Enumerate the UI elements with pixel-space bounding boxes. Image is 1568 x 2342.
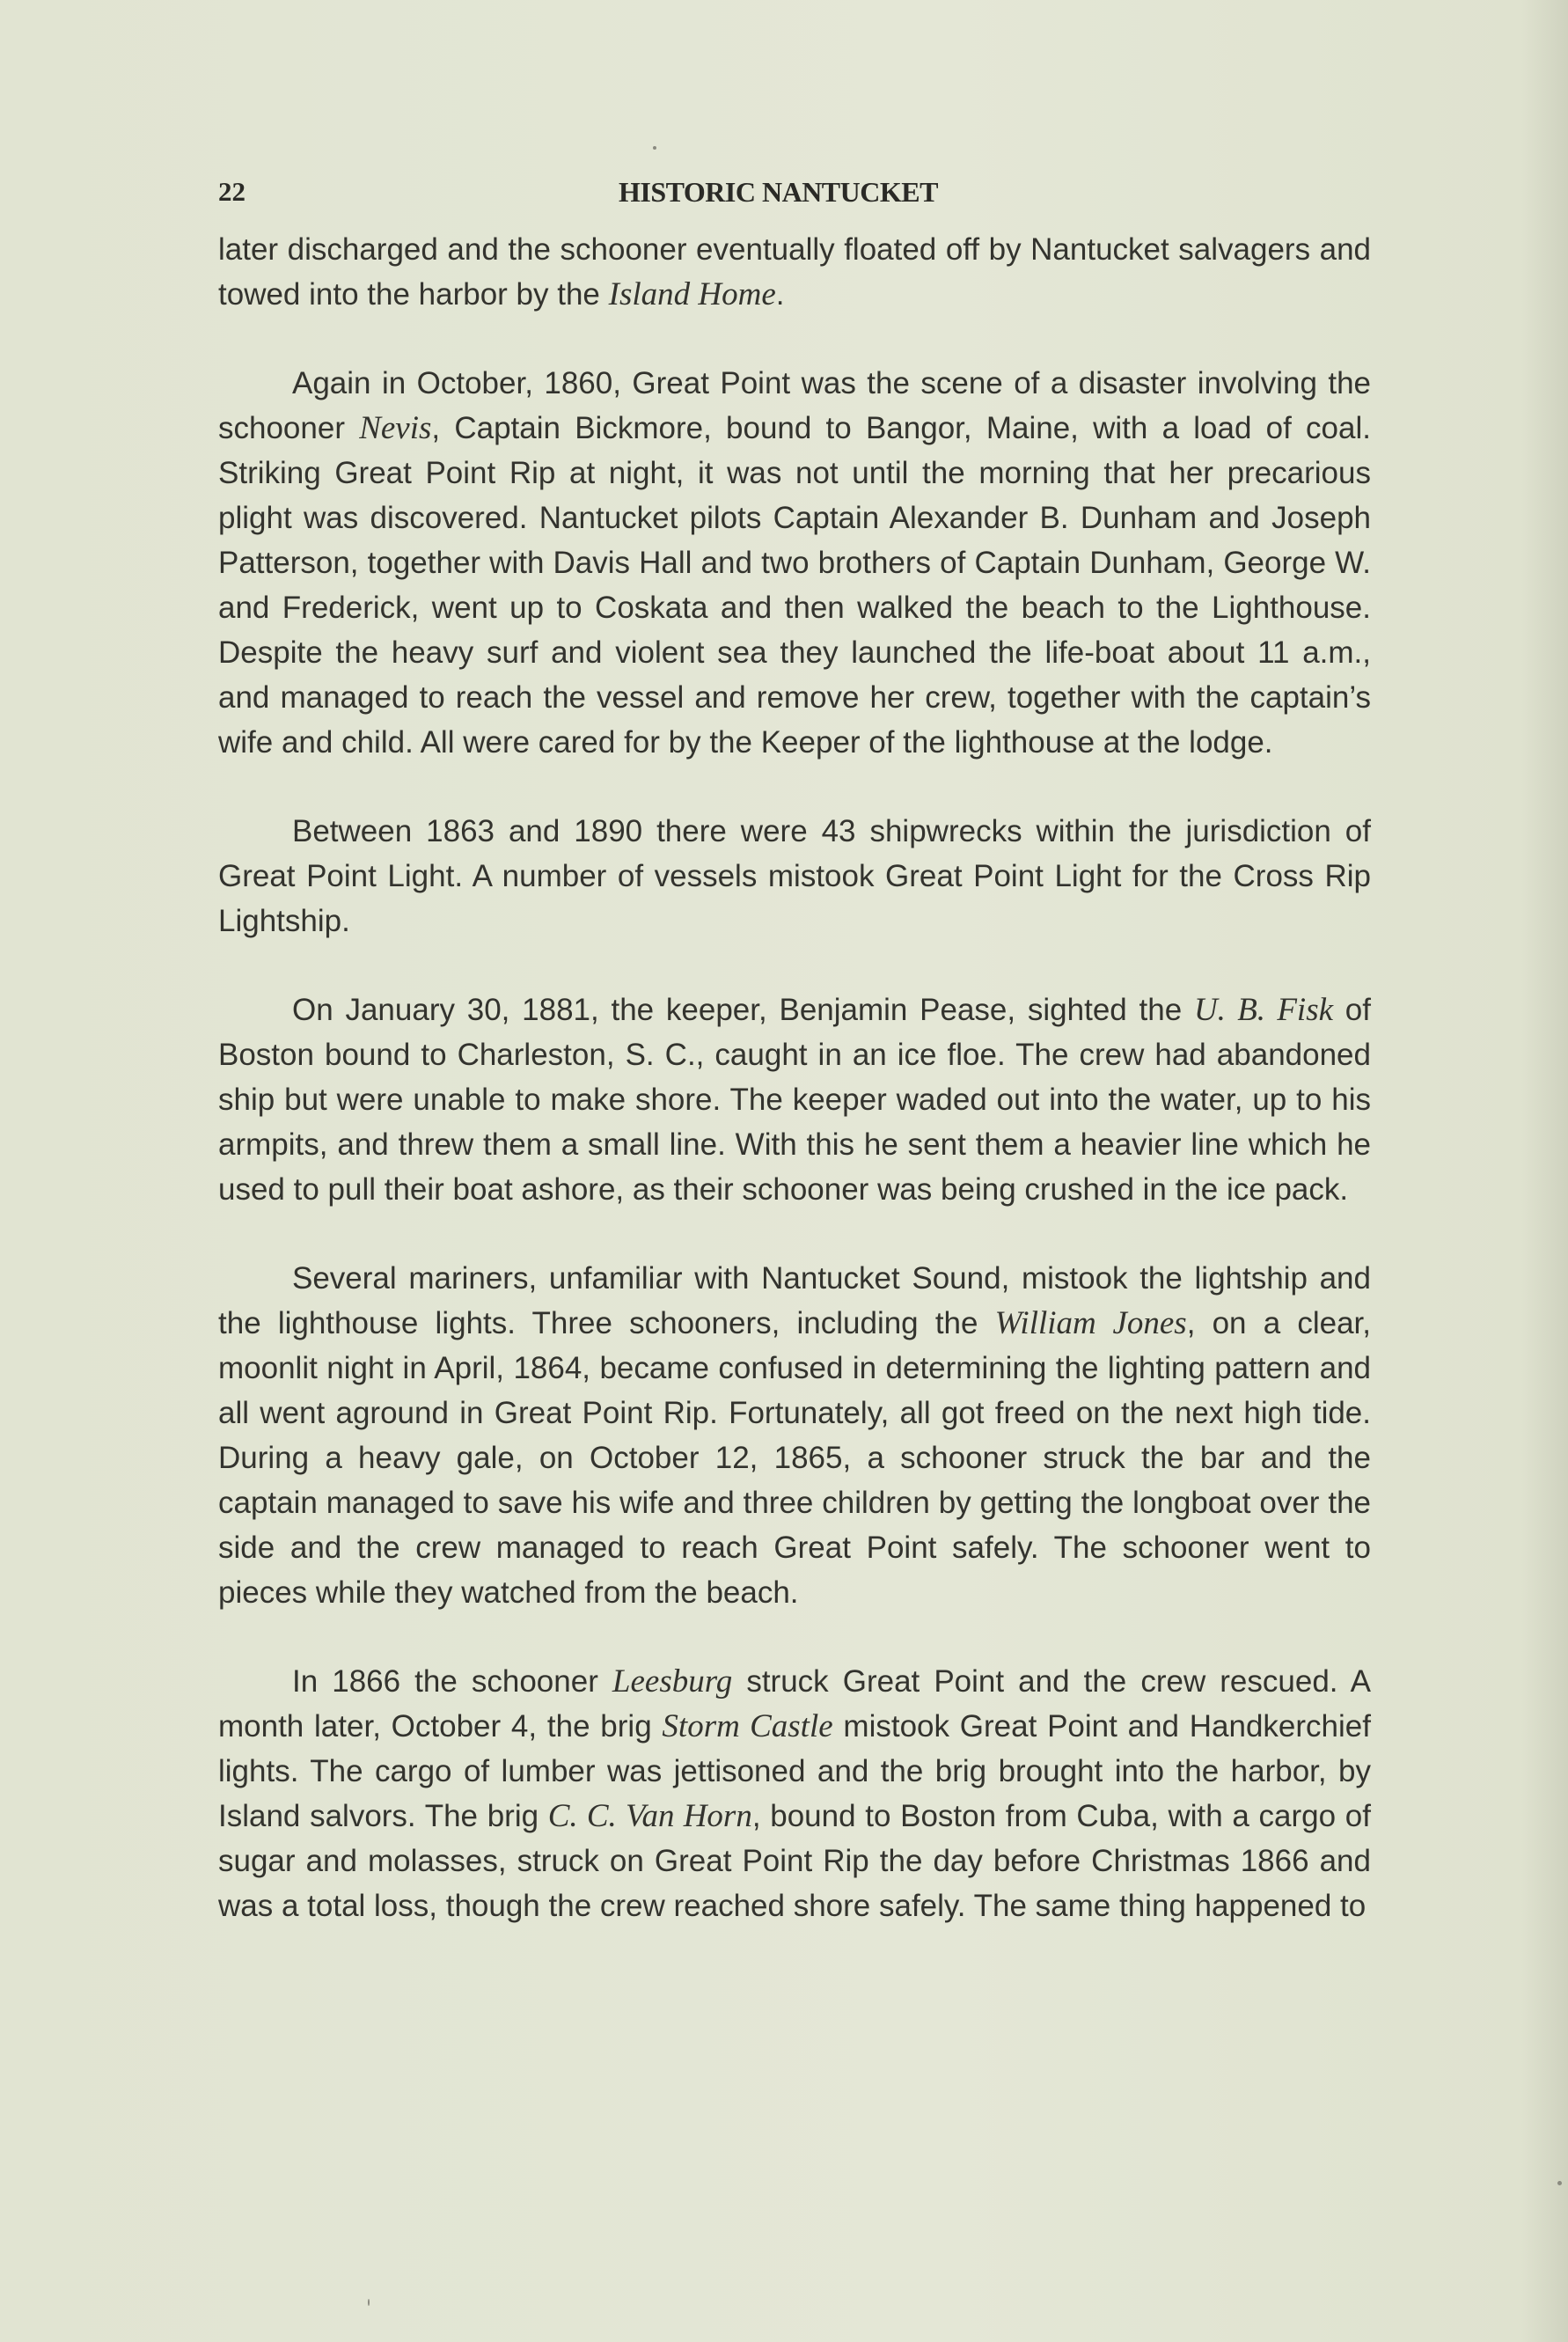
paper-speck [1557,2181,1562,2185]
text-run: of Boston bound to Charleston, S. C., caught in an ice floe. The crew had abandoned ship but were unable to make shore. The keeper waded out into the water, up to his armpits, and threw them a small line. With this he sent them a heavier line which he used to pull their boat ashore, as their schooner was being crushed in the ice pack. [218,993,1371,1207]
page-number: 22 [218,176,245,207]
text-run: Again in October, 1860, Great Point was the scene of a disaster involving the schooner [218,366,1371,445]
page-header [218,176,1366,220]
paragraph [218,987,1371,1212]
text-run: On January 30, 1881, the keeper, Benjamin Pease, sighted the [292,993,1194,1027]
paragraph [218,361,1371,765]
text-run: later discharged and the schooner eventually floated off by Nantucket salvagers and towed into the harbor by the [218,232,1371,312]
running-head: HISTORIC NANTUCKET [619,176,938,208]
paper-speck [653,146,656,150]
ship-name: Leesburg [612,1663,733,1700]
paragraph [218,1659,1371,1928]
ship-name: U. B. Fisk [1193,992,1334,1028]
ship-name: Nevis [359,410,432,446]
ship-name: William Jones [994,1305,1187,1341]
paragraph [218,1256,1371,1615]
text-run: , on a clear, moonlit night in April, 1864, became confused in determining the lighting pattern and all went aground in Great Point Rip. Fortunately, all got freed on the next high tide. During a heavy gale, on October 12, 1865, a schooner struck the bar and the captain managed to save his wife and three children by getting the longboat over the side and the crew managed to reach Great Point safely. The schooner went to pieces while they watched from the beach. [218,1306,1371,1610]
text-run: . [775,277,785,312]
ship-name: Storm Castle [662,1708,833,1744]
text-run: In 1866 the schooner [292,1664,612,1699]
paragraph [218,809,1371,943]
ship-name: C. C. Van Horn [547,1798,752,1834]
text-run: mistook Great Point and Handkerchief lights. The cargo of lumber was jettisoned and the brig brought into the harbor, by Island salvors. The brig [218,1709,1371,1833]
text-run: , Captain Bickmore, bound to Bangor, Maine, with a load of coal. Striking Great Point Rip at night, it was not until the morning that her precarious plight was discovered. Nantucket pilots Captain Alexander B. Dunham and Joseph Patterson, together with Davis Hall and two brothers of Captain Dunham, George W. and Frederick, went up to Coskata and then walked the beach to the Lighthouse. Despite the heavy surf and violent sea they launched the life-boat about 11 a.m., and managed to reach the vessel and remove her crew, together with the captain’s wife and child. All were cared for by the Keeper of the lighthouse at the lodge. [218,411,1371,760]
body-text [218,227,1371,1972]
paragraph [218,227,1371,317]
ship-name: Island Home [608,276,776,312]
text-run: , bound to Boston from Cuba, with a cargo of sugar and molasses, struck on Great Point Rip the day before Christmas 1866 and was a total loss, though the crew reached shore safely. The same thing happened to [218,1799,1371,1923]
text-run: Between 1863 and 1890 there were 43 shipwrecks within the jurisdiction of Great Point Light. A number of vessels mistook Great Point Light for the Cross Rip Lightship. [218,814,1371,938]
paper-speck [368,2299,370,2306]
text-run: Several mariners, unfamiliar with Nantucket Sound, mistook the lightship and the lighthouse lights. Three schooners, including the [218,1261,1371,1340]
text-run: struck Great Point and the crew rescued. A month later, October 4, the brig [218,1664,1371,1744]
